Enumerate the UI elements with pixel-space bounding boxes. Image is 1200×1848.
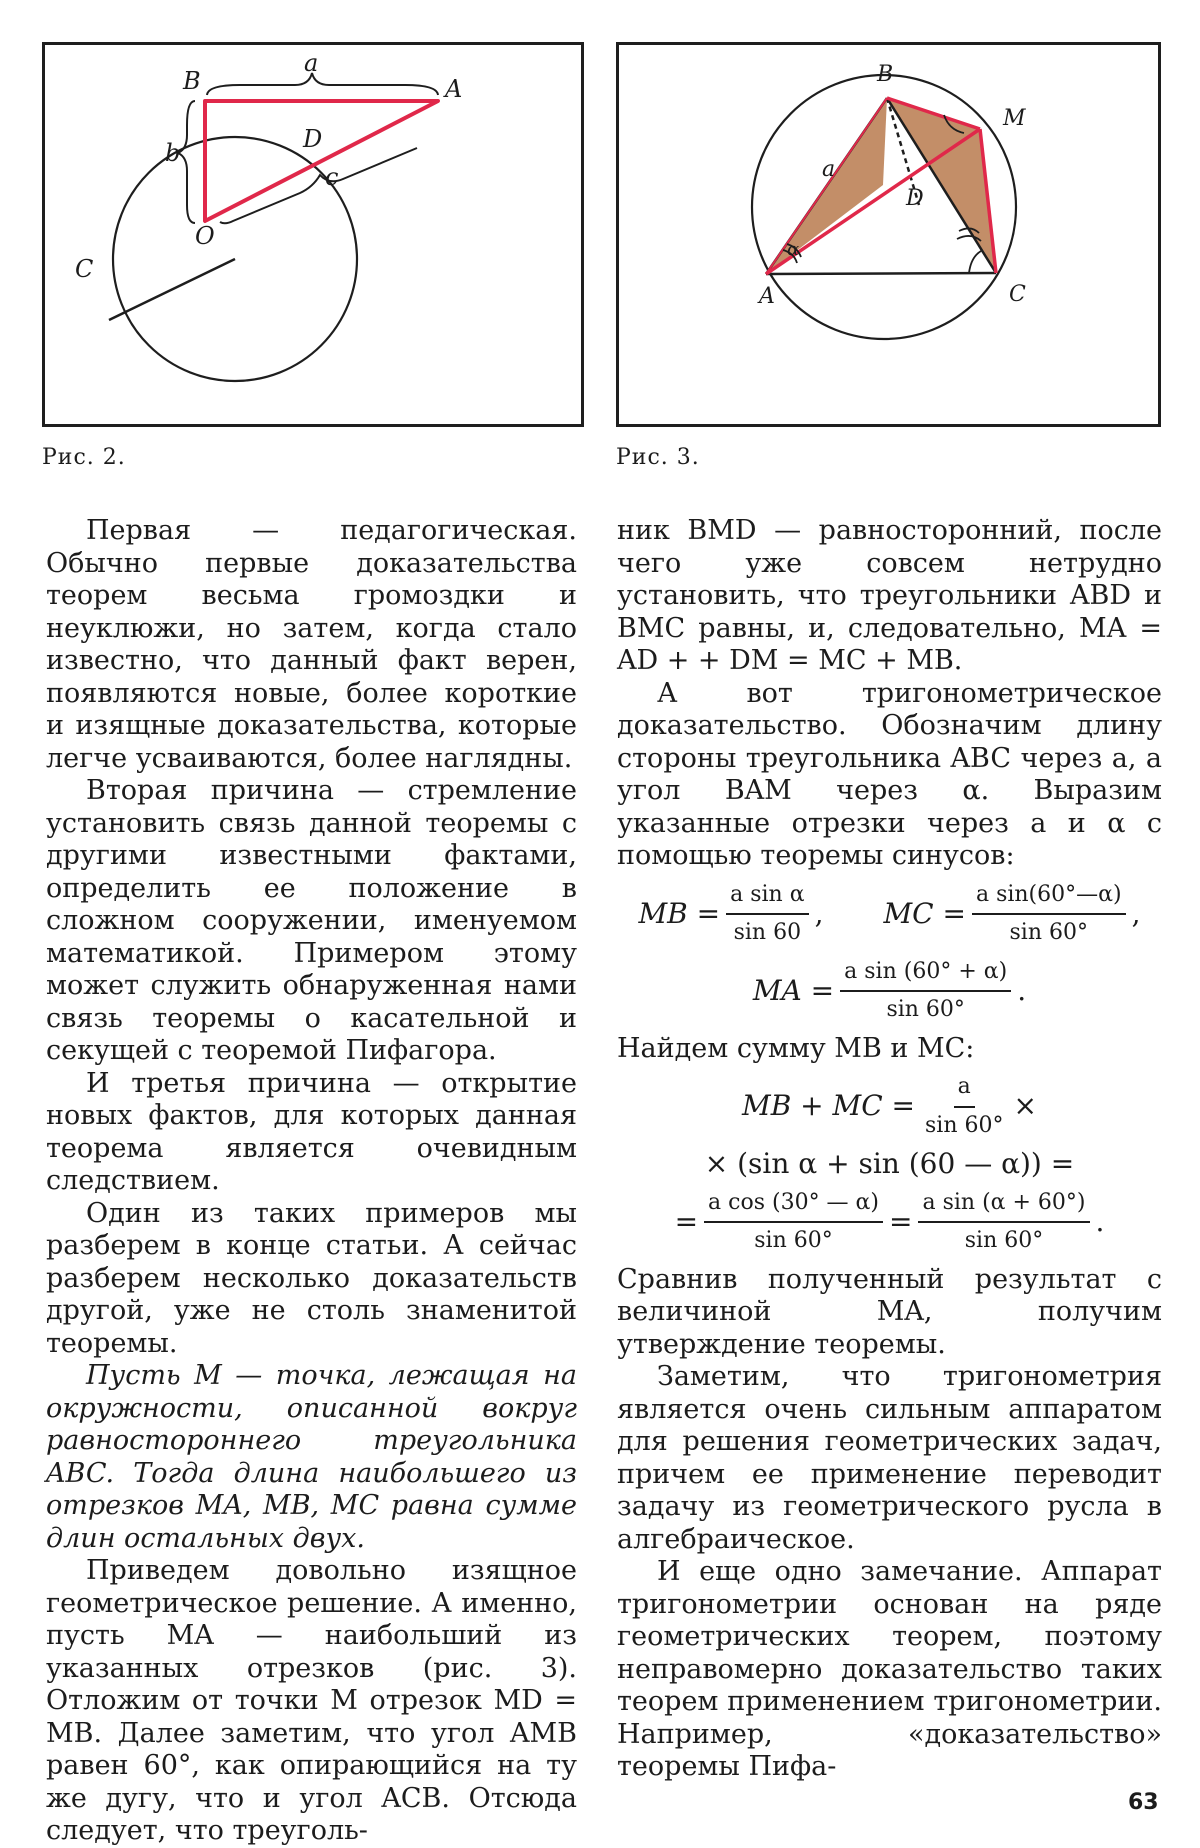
formula-result-numerator-1: a cos (30° — α) xyxy=(704,1187,883,1224)
formula-mb-numerator: a sin α xyxy=(726,879,808,916)
formula-result-denominator-2: sin 60° xyxy=(964,1228,1044,1253)
formula-result-eq2: = xyxy=(889,1204,913,1238)
formula-sum-lhs: MB + MC = xyxy=(742,1089,915,1123)
formula-mb-fraction xyxy=(726,879,808,950)
formula-ma-denominator: sin 60° xyxy=(886,997,965,1022)
label-m: M xyxy=(1003,106,1026,131)
theorem-statement: Пусть M — точка, лежащая на окружности, описанной вокруг равностороннего треугольника ABC. Тогда длина наибольшего из отрезков MA, MB, MC равна сумме длин остальных двух. xyxy=(46,1360,577,1554)
formula-sines-text: × (sin α + sin (60 — α)) = xyxy=(704,1147,1075,1180)
formula-mb-lhs: MB = xyxy=(638,896,721,930)
label-alpha: α xyxy=(787,239,800,260)
formula-ma-numerator: a sin (60° + α) xyxy=(840,956,1011,993)
formula-result-numerator-2: a sin (α + 60°) xyxy=(918,1187,1089,1224)
formula-ma-lhs: MA = xyxy=(752,973,835,1007)
label-a-point: A xyxy=(759,284,775,309)
formula-ma-fraction xyxy=(840,956,1011,1027)
label-c-side: c xyxy=(325,163,339,191)
paragraph-comparison: Сравнив полученный результат с величиной MA, получим утверждение теоремы. xyxy=(617,1263,1162,1360)
label-a-side: a xyxy=(822,157,836,182)
formula-result xyxy=(617,1187,1162,1258)
formula-result-denominator-1: sin 60° xyxy=(754,1228,833,1253)
label-b-side: b xyxy=(165,139,181,167)
paragraph-note-trig: Заметим, что тригонометрия является очень сильным аппаратом для решения геометрических задач, причем ее применение переводит задачу из геометрического русла в алгебраическое. xyxy=(617,1361,1162,1555)
paragraph-first-reason: Первая — педагогическая. Обычно первые доказательства теорем весьма громоздки и неуклюжи, но затем, когда стало известно, что данный факт верен, появляются новые, более короткие и изящные доказательства, которые легче усваиваются, более наглядны. xyxy=(46,515,577,774)
paragraph-another-note: И еще одно замечание. Аппарат тригонометрии основан на ряде геометрических теорем, поэтому неправомерно доказательство таких теорем применением тригонометрии. Например, «доказательство» теоремы Пифа- xyxy=(617,1556,1162,1782)
formula-separator-2: , xyxy=(1131,896,1141,930)
formula-mb-mc xyxy=(617,879,1162,950)
label-d: D xyxy=(906,186,924,211)
label-a-point: A xyxy=(445,75,463,103)
formula-mb-denominator: sin 60 xyxy=(733,920,802,945)
angle-arc-c2 xyxy=(969,251,981,273)
formula-mc-fraction xyxy=(972,879,1126,950)
side-ac xyxy=(766,273,996,274)
figure-3 xyxy=(616,42,1161,427)
paragraph-trig-proof: А вот тригонометрическое доказательство. Обозначим длину стороны треугольника ABC через a, а угол BAM через α. Выразим указанные отрезки через a и α с помощью теоремы синусов: xyxy=(617,677,1162,871)
figure-3-diagram xyxy=(619,45,1158,424)
formula-sum xyxy=(617,1071,1162,1142)
formula-result-fraction-2 xyxy=(918,1187,1089,1258)
formula-sum-numerator: a xyxy=(954,1071,975,1108)
paragraph-third-reason: И третья причина — открытие новых фактов, для которых данная теорема является очевидным следствием. xyxy=(46,1067,577,1196)
paragraph-continuation: ник BMD — равносторонний, после чего уже совсем нетрудно установить, что треугольники ABD и BMC равны, и, следовательно, MA = AD + + DM = MC + MB. xyxy=(617,515,1162,676)
formula-mc-lhs: MC = xyxy=(883,896,966,930)
label-c-point: C xyxy=(75,255,94,283)
right-column xyxy=(617,515,1162,1784)
formula-sines xyxy=(617,1148,1162,1181)
label-d-point: D xyxy=(303,125,323,153)
paragraph-second-reason: Вторая причина — стремление установить связь данной теоремы с другими известными фактами, определить ее положение в сложном сооружении, именуемом математикой. Примером этому может служить обнаруженная нами связь теоремы о касательной и секущей с теоремой Пифагора. xyxy=(46,775,577,1066)
label-b: B xyxy=(877,62,894,87)
paragraph-geometric-solution: Приведем довольно изящное геометрическое решение. А именно, пусть MA — наибольший из указанных отрезков (рис. 3). Отложим от точки M отрезок MD = MB. Далее заметим, что угол AMB равен 60°, как опирающийся на ту же дугу, что и угол ACB. Отсюда следует, что треуголь- xyxy=(46,1555,577,1846)
left-column xyxy=(46,515,577,1848)
label-o-point: O xyxy=(195,222,215,250)
formula-result-fraction-1 xyxy=(704,1187,883,1258)
formula-separator: , xyxy=(814,896,824,930)
formula-ma xyxy=(617,956,1162,1027)
figure-3-caption: Рис. 3. xyxy=(616,445,700,470)
formula-mc-numerator: a sin(60°—α) xyxy=(972,879,1126,916)
label-a-side: a xyxy=(304,49,319,77)
formula-sum-fraction xyxy=(921,1071,1007,1142)
formula-result-eq1: = xyxy=(674,1204,699,1238)
brace-b xyxy=(178,101,195,223)
brace-a xyxy=(207,73,438,95)
page-number: 63 xyxy=(1128,1790,1159,1815)
formula-sum-denominator: sin 60° xyxy=(925,1112,1004,1138)
formula-sum-end: × xyxy=(1013,1089,1037,1123)
formula-result-end: . xyxy=(1095,1204,1105,1238)
red-triangle xyxy=(205,101,438,221)
formula-mc-denominator: sin 60° xyxy=(1009,920,1088,945)
diameter-oc xyxy=(109,259,235,320)
figure-2-diagram xyxy=(45,45,581,424)
brace-c xyxy=(220,148,417,223)
paragraph-examples: Один из таких примеров мы разберем в конце статьи. А сейчас разберем несколько доказательств другой, уже не столь знаменитой теоремы. xyxy=(46,1197,577,1359)
formula-ma-end: . xyxy=(1017,973,1027,1007)
label-c: C xyxy=(1009,282,1026,307)
figure-2-caption: Рис. 2. xyxy=(42,445,126,470)
figure-2 xyxy=(42,42,584,427)
label-b-point: B xyxy=(183,67,201,95)
paragraph-find-sum: Найдем сумму MB и MC: xyxy=(617,1032,975,1064)
